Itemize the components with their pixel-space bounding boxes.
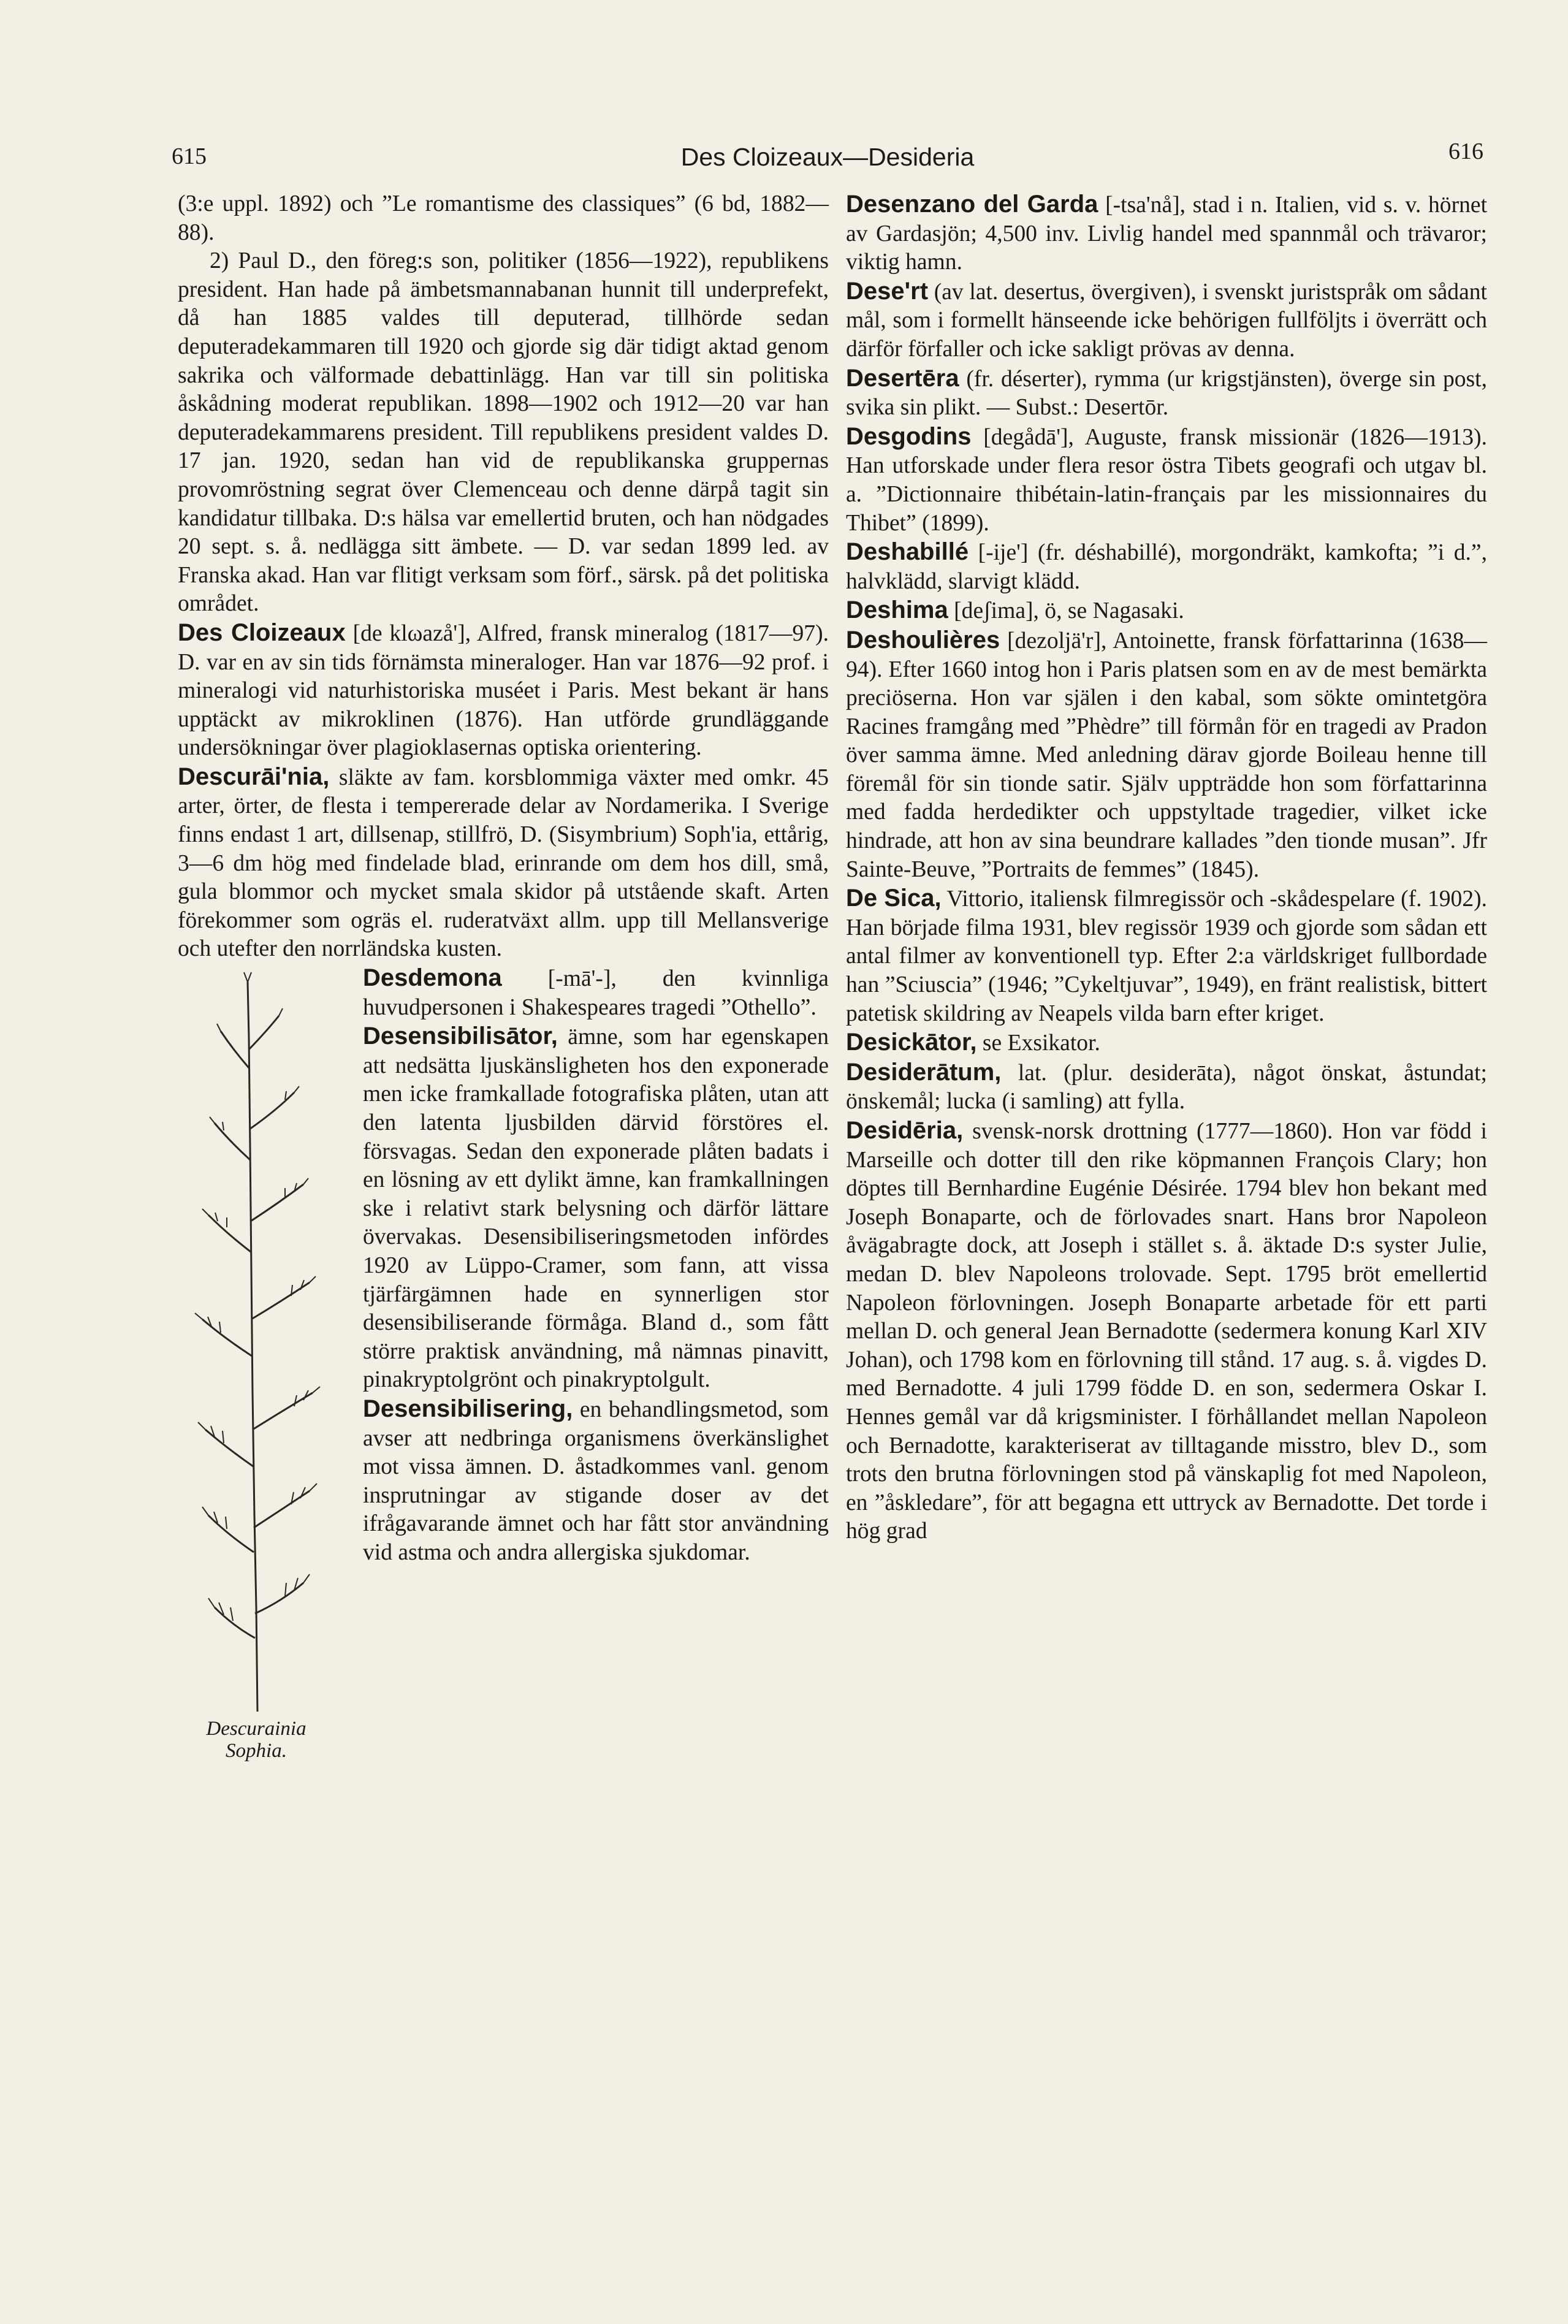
entry-text: [de klωazå'], Alfred, fransk mineralog (1817—97). D. var en av sin tids förnämsta mineraloger. Han var 1876—92 prof. i mineralogi vid naturhistoriska muséet i Paris. Mest bekant är hans upptäckt av mikroklinen (1876). Han utförde grundläggande undersökningar över plagioklasernas optiska orientering. (178, 620, 829, 761)
entry-deshoulieres (846, 626, 1487, 884)
entry-headword: Desensibilisātor, (363, 1023, 558, 1050)
entry-text: (av lat. desertus, övergiven), i svenskt juristspråk om sådant mål, som i formellt hänseende icke behörigen fullföljts i överrätt och därför förfaller och icke sakligt prövas av denna. (846, 279, 1487, 362)
entry-text: ämne, som har egenskapen att nedsätta ljuskänsligheten hos den exponerade men icke framkallade fotografiska plåten, utan att den latenta ljusbilden därvid förstöres el. försvagas. Sedan den exponerade plåten badats i en lösning av ett dylikt ämne, kan framkallningen ske i relativt stark belysning och därför lättare övervakas. Desensibiliseringsmetoden infördes 1920 av Lüppo-Cramer, som fann, att vissa tjärfärgämnen hade en synnerligen stor desensibiliserande förmåga. Bland d., som fått större praktisk användning, må nämnas pinavitt, pinakryptolgrönt och pinakryptolgult. (363, 1024, 829, 1393)
figure-caption: Descurainia Sophia. (206, 1718, 306, 1762)
entry-text: [-tsa'nå], stad i n. Italien, vid s. v. hörnet av Gardasjön; 4,500 inv. Livlig handel med spannmål och trävaror; viktig hamn. (846, 192, 1488, 275)
entry-headword: Dese'rt (846, 277, 929, 305)
entry-text: se Exsikator. (982, 1031, 1100, 1056)
entry-text: [-mā'-], den kvinnliga huvudpersonen i Shakespeares tragedi ”Othello”. (363, 966, 829, 1020)
entry-desideratum (846, 1058, 1487, 1116)
entry-desenzano (846, 190, 1487, 277)
plant-illustration (172, 964, 349, 1816)
entry-deshima (846, 596, 1487, 626)
entry-headword: Desiderātum, (846, 1058, 1002, 1086)
entry-text: Vittorio, italiensk filmregissör och -skådespelare (f. 1902). Han började filma 1931, blev regissör 1939 och gjorde som sådan ett antal filmer av konventionell typ. Efter 2:a världskriget fullbordade han ”Sciuscia” (1946; ”Cykeltjuvar”, 1949), en fränt realistisk, bittert patetisk skildring av Neapels vilda barn efter kriget. (846, 886, 1488, 1026)
entry-headword: Desickātor, (846, 1029, 977, 1056)
entry-headword: Desidēria, (846, 1117, 964, 1144)
left-column (178, 190, 829, 1819)
entry-desert (846, 277, 1487, 364)
entry-headword: Deshima (846, 596, 948, 624)
entry-headword: Deshabillé (846, 538, 969, 566)
entry-text: släkte av fam. korsblommiga växter med omkr. 45 arter, örter, de flesta i tempererade delar av Nordamerika. I Sverige finns endast 1 art, dillsenap, stillfrö, D. (Sisymbrium) Soph'ia, ettårig, 3—6 dm hög med findelade blad, erinrande om dem hos dill, små, gula blommor och mycket smala skidor på utstående skaft. Arten förekommer som ogräs el. ruderatväxt allm. upp till Mellansverige och utefter den norrländska kusten. (178, 764, 829, 962)
entry-text: lat. (plur. desiderāta), något önskat, åstundat; önskemål; lucka (i samling) att fylla. (846, 1060, 1487, 1114)
entry-headword: Des Cloizeaux (178, 619, 346, 646)
continuation-paragraph: (3:e uppl. 1892) och ”Le romantisme des classiques” (6 bd, 1882—88). (178, 191, 829, 245)
entry-descurainia (178, 763, 829, 964)
entry-text: en behandlingsmetod, som avser att nedbringa organismens överkänslighet mot vissa ämnen. D. åstadkommes vanl. genom insprutningar av stigande doser av det ifrågavarande ämnet och har fått stor användning vid astma och andra allergiska sjukdomar. (363, 1396, 829, 1565)
entry-headword: Deshoulières (846, 626, 1000, 653)
entry-headword: De Sica, (846, 885, 942, 912)
running-title: Des Cloizeaux—Desideria (680, 143, 975, 171)
entry-desgodins (846, 422, 1487, 538)
entry-headword: Descurāi'nia, (178, 763, 330, 790)
entry-des-cloizeaux (178, 619, 829, 763)
entry-headword: Desertēra (846, 364, 959, 392)
entry-headword: Desdemona (363, 964, 502, 992)
entry-text: [dezoljä'r], Antoinette, fransk författarinna (1638—94). Efter 1660 intog hon i Paris platsen som en av de mest bemärkta preciöserna. Hon var själen i den kabal, som sökte omintetgöra Racines framgång med ”Phèdre” till förmån för en tragedi av Pradon över samma ämne. Med anledning därav gjorde Boileau henne till föremål för sin tionde satir. Själv uppträdde hon som författarinna med fadda herdedikter och uppstyltade tragedier, vilket icke hindrade, att hon av sina beundrare kallades ”den tionde musan”. Jfr Sainte-Beuve, ”Portraits de femmes” (1845). (846, 628, 1487, 882)
entry-de-sica (846, 884, 1487, 1028)
entry-headword: Desenzano del Garda (846, 191, 1098, 218)
paul-deschanel-paragraph: 2) Paul D., den föreg:s son, politiker (1856—1922), republikens president. Han hade på ämbetsmannabanan hunnit till underprefekt, då han 1885 valdes till deputerad, tillhörde sedan deputeradekammaren till 1920 och gjorde sig där tidigt aktad genom sakrika och välformade debattinlägg. Han var till sin politiska åskådning moderat republikan. 1898—1902 och 1912—20 var han deputeradekammarens president. Till republikens president valdes D. 17 jan. 1920, sedan han vid de republikanska gruppernas provomröstning segrat över Clemenceau och denne därpå tagit sin kandidatur tillbaka. D:s hälsa var emellertid bruten, och han nödgades 20 sept. s. å. nedlägga sitt ämbete. — D. var sedan 1899 led. av Franska akad. Han var flitigt verksam som förf., särsk. på det politiska området. (178, 248, 829, 617)
page-header (172, 138, 1483, 175)
entry-deshabille (846, 538, 1487, 596)
entry-text: svensk-norsk drottning (1777—1860). Hon var född i Marseille och dotter till den rike köpmannen François Clary; hon döptes till Bernhardine Eugénie Désirée. 1794 blev hon bekant med Joseph Bonaparte, och de förlovades snart. Hans bror Napoleon åvägabragte dock, att Joseph i stället s. å. äktade D:s syster Julie, medan D. blev Napoleons trolovade. Sept. 1795 bröt emellertid Napoleon förlovningen. Joseph Bonaparte arbetade för ett parti mellan D. och general Jean Bernadotte (sedermera konung Karl XIV Johan), och 1798 kom en förlovning till stånd. 17 aug. s. å. vigdes D. med Bernadotte. 4 juli 1799 födde D. en son, sedermera Oskar I. Hennes gemål var då krigsminister. I förhållandet mellan Napoleon och Bernadotte, karakteriserat av tilltagande misstro, blev D., som trots den brutna förlovningen stod på vänskaplig fot med Napoleon, en ”åskledare”, för att begagna ett uttryck av Bernadotte. Det torde i hög grad (846, 1119, 1487, 1544)
entry-text: [degådā'], Auguste, fransk missionär (1826—1913). Han utforskade under flera resor östra Tibets geografi och utgav bl. a. ”Dictionnaire thibétain-latin-français par les missionnaires du Thibet” (1899). (846, 424, 1487, 536)
entry-text: (fr. déserter), rymma (ur krigstjänsten), överge sin post, svika sin plikt. — Subst.: Desertōr. (846, 366, 1487, 421)
entry-headword: Desgodins (846, 422, 972, 450)
entry-text: [deʃima], ö, se Nagasaki. (954, 598, 1184, 624)
entry-desickator (846, 1028, 1487, 1058)
page-number-right: 616 (1448, 139, 1483, 164)
page-number-left: 615 (172, 143, 207, 169)
entry-desertera (846, 364, 1487, 422)
entry-desideria (846, 1116, 1487, 1546)
entry-headword: Desensibilisering, (363, 1395, 573, 1422)
descurainia-plant-drawing (178, 964, 343, 1718)
right-column (846, 190, 1487, 1546)
entry-text: [-ije'] (fr. déshabillé), morgondräkt, kamkofta; ”i d.”, halvklädd, slarvigt klädd. (846, 540, 1487, 594)
